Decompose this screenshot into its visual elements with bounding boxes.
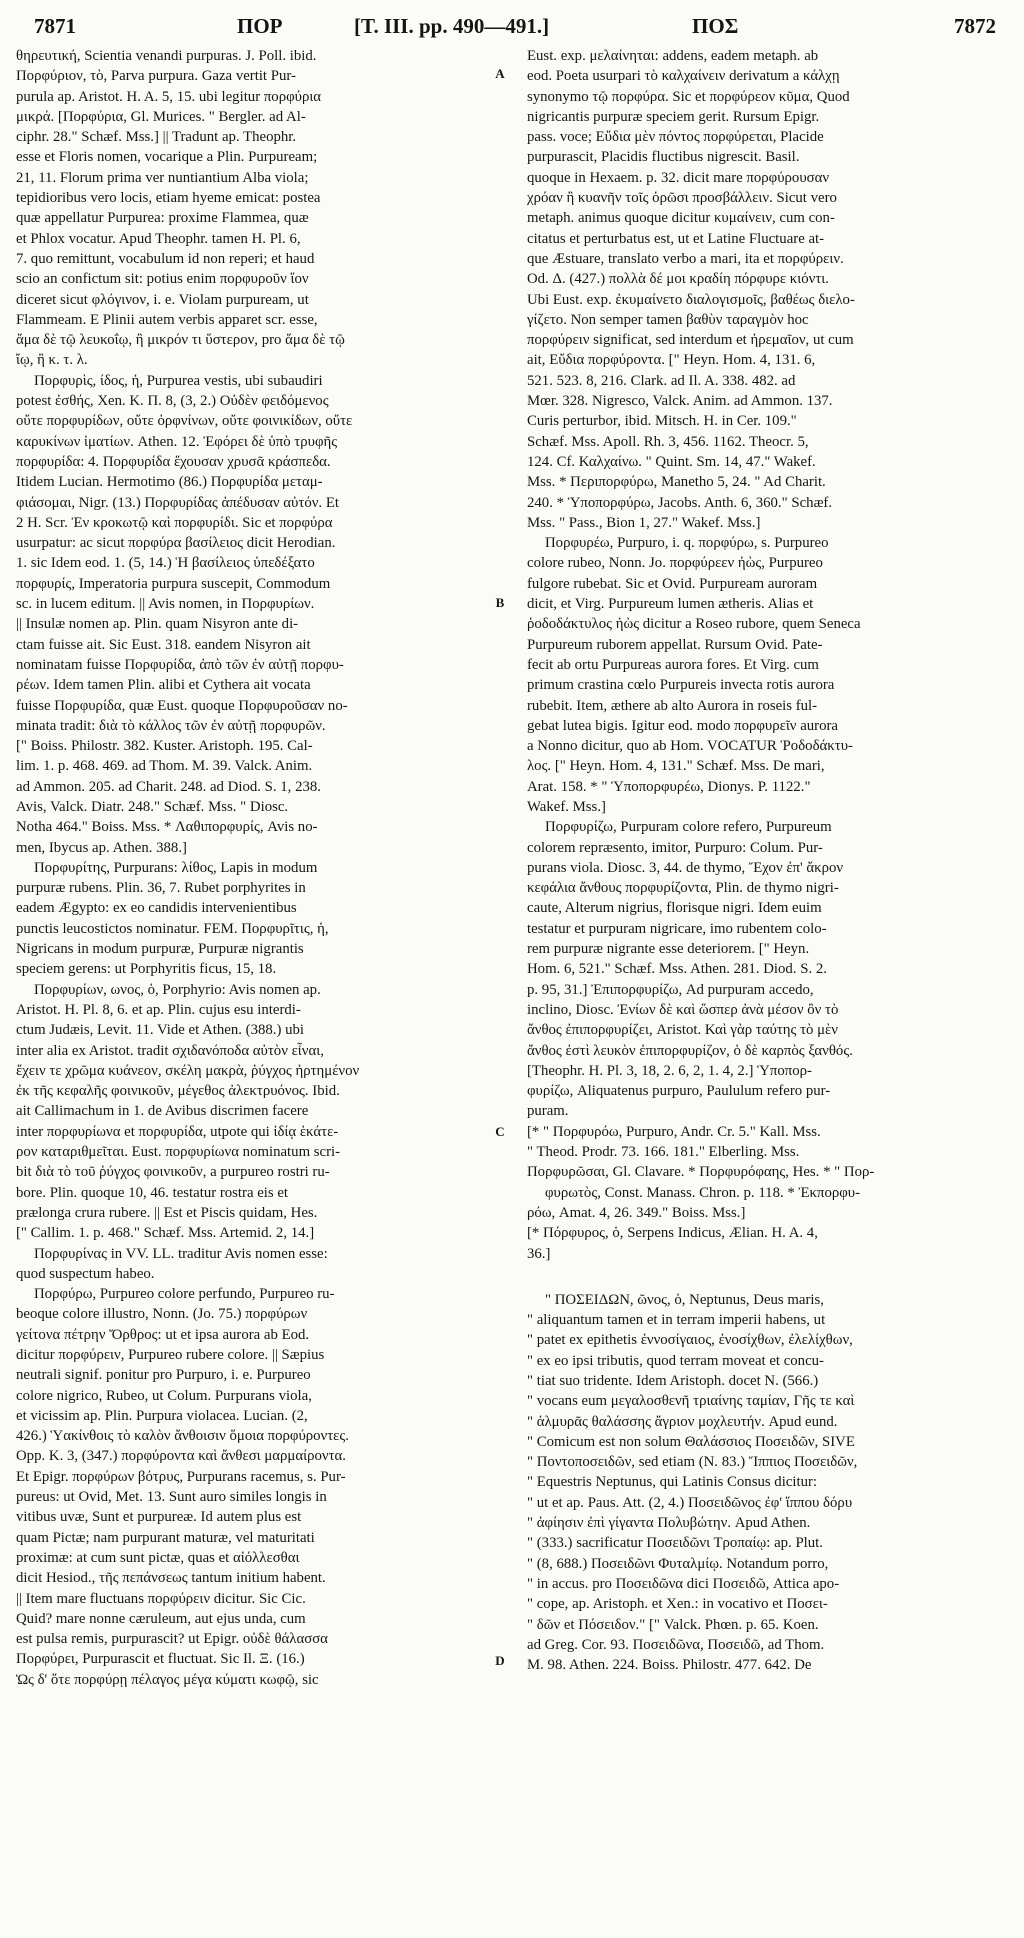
text-line: Πορφύριον, τὸ, Parva purpura. Gaza vertit Pur- bbox=[16, 68, 296, 85]
text-line: usurpatur: ac sicut πορφύρα βασίλειος dicit Herodian. bbox=[16, 535, 336, 552]
entry-start-line: Πορφυρίων, ωνος, ὁ, Porphyrio: Avis nomen ap. bbox=[34, 981, 321, 998]
text-line: ait Callimachum in 1. de Avibus discrimen facere bbox=[16, 1103, 309, 1120]
right-running-headword: ΠΟΣ bbox=[692, 14, 739, 38]
text-line: ad Ammon. 205. ad Charit. 248. ad Diod. S. 1, 238. bbox=[16, 778, 321, 795]
text-line: θηρευτική, Scientia venandi purpuras. J. Poll. ibid. bbox=[16, 48, 317, 64]
text-line: φιάσομαι, Nigr. (13.) Πορφυρίδας ἀπέδυσαν αὐτόν. Et bbox=[16, 494, 339, 511]
text-line: ρον καταριθμεῖται. Eust. πορφυρίωνα nominatum scri- bbox=[16, 1144, 341, 1161]
text-line: " Equestris Neptunus, qui Latinis Consus dicitur: bbox=[527, 1474, 818, 1491]
text-line: Flammeam. E Plinii autem verbis apparet scr. esse, bbox=[16, 311, 318, 328]
text-line: Schæf. Mss. Apoll. Rh. 3, 456. 1162. Theocr. 5, bbox=[527, 433, 809, 450]
text-line: primum crastina cœlo Purpureis invecta rotis aurora bbox=[527, 677, 835, 694]
text-line: Πορφυρῶσαι, Gl. Clavare. * Πορφυρόφαης, Hes. * " Πορ- bbox=[527, 1164, 875, 1181]
text-line: quod suspectum habeo. bbox=[16, 1265, 155, 1282]
text-line: colore rubeo, Nonn. Jo. πορφύρεεν ἠὼς, Purpureo bbox=[527, 555, 823, 572]
text-line: ἄνθος ἐπιπορφυρίζει, Aristot. Καὶ γὰρ ταύτης τὸ μὲν bbox=[527, 1022, 838, 1039]
text-line: proximæ: at cum sunt pictæ, quas et αἰόλλεσθαι bbox=[16, 1549, 300, 1566]
text-line: Avis, Valck. Diatr. 248." Schæf. Mss. " Diosc. bbox=[16, 798, 289, 815]
text-line: prælonga crura rubere. || Est et Piscis quidam, Hes. bbox=[16, 1204, 318, 1221]
text-line: " cope, ap. Aristoph. et Xen.: in vocativo et Ποσει- bbox=[527, 1596, 828, 1613]
text-line: inter alia ex Aristot. tradit σχιδανόποδα αὐτὸν εἶναι, bbox=[16, 1042, 324, 1059]
text-line: eadem Ægypto: ex eo candidis intervenientibus bbox=[16, 900, 297, 917]
text-line: diceret sicut φλόγινον, i. e. Violam purpuream, ut bbox=[16, 291, 309, 308]
text-line: 7. quo remittunt, vocabulum id non reperi; et haud bbox=[16, 250, 315, 267]
text-line: Hom. 6, 521." Schæf. Mss. Athen. 281. Diod. S. 2. bbox=[527, 961, 827, 978]
left-page-number: 7871 bbox=[34, 14, 76, 38]
text-line: scio an confictum sit: potius enim πορφυροῦν ἴον bbox=[16, 271, 309, 288]
text-line: μικρά. [Πορφύρια, Gl. Murices. " Bergler. ad Al- bbox=[16, 108, 306, 125]
text-line: est pulsa remis, purpurascit? ut Epigr. οὐδὲ θάλασσα bbox=[16, 1631, 328, 1648]
text-line: Ubi Eust. exp. ἐκυμαίνετο διαλογισμοῖς, βαθέως διελο- bbox=[527, 291, 855, 308]
text-line: nigricantis purpuræ speciem gerit. Rursum Epigr. bbox=[527, 108, 820, 125]
text-line: Itidem Lucian. Hermotimo (86.) Πορφυρίδα μεταμ- bbox=[16, 474, 323, 491]
text-line: inter πορφυρίωνα et πορφυρίδα, utpote qui ἰδίᾳ ἑκάτε- bbox=[16, 1123, 339, 1140]
text-line: fuisse Πορφυρίδα, quæ Eust. quoque Πορφυροῦσαν no- bbox=[16, 697, 348, 714]
text-line: Mœr. 328. Nigresco, Valck. Anim. ad Ammon. 137. bbox=[527, 393, 833, 410]
text-line: πορφυρίδα: 4. Πορφυρίδα ἔχουσαν χρυσᾶ κράσπεδα. bbox=[16, 453, 331, 470]
text-line: Nigricans in modum purpuræ, Purpuræ nigrantis bbox=[16, 941, 304, 958]
text-line: ἴῳ, ἢ κ. τ. λ. bbox=[16, 352, 88, 369]
text-line: bore. Plin. quoque 10, 46. testatur rostra eis et bbox=[16, 1184, 289, 1201]
text-line: " Ποντοποσειδῶν, sed etiam (N. 83.) Ἵππιος Ποσειδῶν, bbox=[527, 1454, 858, 1471]
text-line: ρόω, Amat. 4, 26. 349." Boiss. Mss.] bbox=[527, 1204, 746, 1221]
text-line: 426.) Ὑακίνθοις τὸ καλὸν ἄνθοισιν ὅμοια πορφύροντες. bbox=[16, 1428, 349, 1445]
text-line: fulgore rubebat. Sic et Ovid. Purpuream auroram bbox=[527, 575, 818, 592]
text-line: inclino, Diosc. Ἐνίων δὲ καὶ ὥσπερ ἀνὰ μέσον ὂν τὸ bbox=[527, 1001, 839, 1018]
text-line: 1. sic Idem eod. 1. (5, 14.) Ἡ βασίλειος ὑπεδέξατο bbox=[16, 555, 315, 572]
text-line: rubebit. Item, æthere ab alto Aurora in roseis ful- bbox=[527, 697, 818, 714]
text-line: ρέων. Idem tamen Plin. alibi et Cythera ait vocata bbox=[16, 677, 311, 694]
text-line: rem purpuræ nigrante esse deteriorem. [" Heyn. bbox=[527, 941, 810, 958]
text-line: " (8, 688.) Ποσειδῶνι Φυταλμίῳ. Notandum porro, bbox=[527, 1555, 829, 1572]
text-line: beoque colore illustro, Nonn. (Jo. 75.) πορφύρων bbox=[16, 1306, 308, 1323]
text-line: p. 95, 31.] Ἐπιπορφυρίζω, Ad purpuram accedo, bbox=[527, 981, 814, 998]
text-line: γίζετο. Non semper tamen βαθὺν ταραγμὸν hoc bbox=[527, 311, 809, 328]
text-line: 521. 523. 8, 216. Clark. ad Il. A. 338. 482. ad bbox=[527, 372, 796, 389]
text-line: " vocans eum μεγαλοσθενῆ τριαίνης ταμίαν, Γῆς τε καὶ bbox=[527, 1393, 855, 1410]
text-line: minata tradit: διὰ τὸ κάλλος τῶν ἐν αὐτῇ πορφυρῶν. bbox=[16, 717, 326, 734]
text-line: 2 H. Scr. Ἐν κροκωτῷ καὶ πορφυρίδι. Sic et πορφύρα bbox=[16, 514, 333, 531]
text-line: dicit Hesiod., τῆς πεπάνσεως tantum initium habent. bbox=[16, 1570, 326, 1587]
text-line: " Theod. Prodr. 73. 166. 181." Elberling. Mss. bbox=[527, 1144, 800, 1161]
text-line: " patet ex epithetis ἐννοσίγαιος, ἐνοσίχθων, ἐλελίχθων, bbox=[527, 1332, 853, 1349]
text-line: purpurascit, Placidis fluctibus nigrescit. Basil. bbox=[527, 149, 800, 166]
text-line: Πορφύρει, Purpurascit et fluctuat. Sic Il. Ξ. (16.) bbox=[16, 1651, 305, 1668]
text-line: ἄνθος ἐστὶ λευκὸν ἐπιπορφυρίζον, ὁ δὲ καρπὸς ξανθός. bbox=[527, 1042, 853, 1059]
text-line: Quid? mare nonne cæruleum, aut ejus unda, cum bbox=[16, 1610, 306, 1627]
text-line: [" Boiss. Philostr. 382. Kuster. Aristoph. 195. Cal- bbox=[16, 738, 313, 755]
text-line: vitibus uvæ, Sunt et purpureæ. Id autem plus est bbox=[16, 1509, 302, 1526]
text-line: quæ appellatur Purpurea: proxime Flammea, quæ bbox=[16, 210, 309, 227]
text-line: dicit, et Virg. Purpureum lumen ætheris. Alias et bbox=[527, 596, 814, 613]
text-line: ctum Judæis, Levit. 11. Vide et Athen. (388.) ubi bbox=[16, 1022, 305, 1039]
text-line: " ex eo ipsi tributis, quod terram moveat et concu- bbox=[527, 1352, 824, 1369]
text-line: speciem gerens: ut Porphyritis ficus, 15, 18. bbox=[16, 961, 277, 978]
text-line: 21, 11. Florum prima ver nuntiantium Alba viola; bbox=[16, 169, 309, 186]
text-line: Wakef. Mss.] bbox=[527, 798, 606, 815]
entry-start-line: Πορφύρω, Purpureo colore perfundo, Purpureo ru- bbox=[34, 1286, 335, 1303]
text-line: " (333.) sacrificatur Ποσειδῶνι Τροπαίῳ: ap. Plut. bbox=[527, 1535, 823, 1552]
left-column bbox=[16, 46, 482, 1690]
text-line: et Phlox vocatur. Apud Theophr. tamen H. Pl. 6, bbox=[16, 230, 301, 247]
text-line: que Æstuare, translato verbo a mari, ita et πορφύρειν. bbox=[527, 250, 844, 267]
text-line: gebat lutea bigis. Igitur eod. modo πορφυρεῖν aurora bbox=[527, 717, 838, 734]
entry-start-line: Πορφυρὶς, ίδος, ἡ, Purpurea vestis, ubi subaudiri bbox=[34, 372, 323, 389]
text-line: fecit ab ortu Purpureas aurora fores. Et Virg. cum bbox=[527, 656, 819, 673]
text-line: 124. Cf. Καλχαίνω. " Quint. Sm. 14, 47." Wakef. bbox=[527, 453, 816, 470]
text-line: Aristot. H. Pl. 8, 6. et ap. Plin. cujus esu interdi- bbox=[16, 1001, 301, 1018]
text-line: 240. * Ὑποπορφύρω, Jacobs. Anth. 6, 360." Schæf. bbox=[527, 494, 833, 511]
entry-start-line: " ΠΟΣΕΙΔΩΝ, ῶνος, ὁ, Neptunus, Deus maris, bbox=[545, 1291, 824, 1308]
text-line: M. 98. Athen. 224. Boiss. Philostr. 477. 642. De bbox=[527, 1657, 812, 1674]
section-marker-d: D bbox=[495, 1653, 505, 1668]
text-line: purpuræ rubens. Plin. 36, 7. Rubet porphyrites in bbox=[16, 880, 306, 897]
text-line: nominatam fuisse Πορφυρίδα, ἀπὸ τῶν ἐν αὐτῇ πορφυ- bbox=[16, 656, 344, 673]
text-line: synonymo τῷ πορφύρα. Sic et πορφύρεον κῦμα, Quod bbox=[527, 88, 850, 105]
entry-spacer bbox=[527, 1264, 993, 1290]
text-line: Arat. 158. * " Ὑποπορφυρέω, Dionys. P. 1122." bbox=[527, 778, 811, 795]
text-line: " Comicum est non solum Θαλάσσιος Ποσειδῶν, SIVE bbox=[527, 1433, 855, 1450]
text-line: men, Ibycus ap. Athen. 388.] bbox=[16, 839, 187, 856]
text-line: punctis leucostictos nominatur. FEM. Πορφυρῖτις, ἡ, bbox=[16, 920, 329, 937]
entry-start-line: φυρωτὸς, Const. Manass. Chron. p. 118. * Ἐκπορφυ- bbox=[545, 1184, 861, 1201]
text-line: φυρίζω, Aliquatenus purpuro, Paululum refero pur- bbox=[527, 1083, 831, 1100]
text-line: " ut et ap. Paus. Att. (2, 4.) Ποσειδῶνος ἐφ' ἵππου δόρυ bbox=[527, 1494, 853, 1511]
text-line: bit διὰ τὸ τοῦ ῥύγχος φοινικοῦν, a purpureo rostri ru- bbox=[16, 1164, 330, 1181]
text-line: Curis perturbor, ibid. Mitsch. H. in Cer. 109." bbox=[527, 413, 797, 430]
text-line: et vicissim ap. Plin. Purpura violacea. Lucian. (2, bbox=[16, 1407, 308, 1424]
text-line: a Nonno dicitur, quo ab Hom. VOCATUR Ῥοδοδάκτυ- bbox=[527, 738, 853, 755]
text-line: λος. [" Heyn. Hom. 4, 131." Schæf. Mss. De mari, bbox=[527, 758, 825, 775]
text-line: quam Pictæ; nam purpurant maturæ, vel maturitati bbox=[16, 1529, 315, 1546]
text-line: " δῶν et Πόσειδον." [" Valck. Phœn. p. 65. Koen. bbox=[527, 1616, 819, 1633]
text-line: colore nigrico, Rubeo, ut Colum. Purpurans viola, bbox=[16, 1387, 312, 1404]
text-line: ait, Εὔδια πορφύροντα. [" Heyn. Hom. 4, 131. 6, bbox=[527, 352, 816, 369]
text-line: " tiat suo tridente. Idem Aristoph. docet N. (566.) bbox=[527, 1373, 819, 1389]
text-line: [* Πόρφυρος, ὁ, Serpens Indicus, Ælian. H. A. 4, bbox=[527, 1225, 818, 1242]
section-marker-c: C bbox=[495, 1124, 505, 1139]
text-line: Ὡς δ' ὅτε πορφύρῃ πέλαγος μέγα κύματι κωφῷ, sic bbox=[16, 1671, 319, 1688]
text-line: πορφυρίς, Imperatoria purpura suscepit, Commodum bbox=[16, 575, 331, 592]
text-line: esse et Floris nomen, vocarique a Plin. Purpuream; bbox=[16, 149, 318, 166]
volume-reference: [T. III. pp. 490—491.] bbox=[354, 14, 550, 38]
text-line: puram. bbox=[527, 1103, 569, 1120]
text-line: quoque in Hexaem. p. 32. dicit mare πορφύρουσαν bbox=[527, 169, 830, 186]
text-line: pass. voce; Εὔδια μὲν πόντος πορφύρεται, Placide bbox=[527, 129, 824, 146]
text-line: ctam fuisse ait. Sic Eust. 318. eandem Nisyron ait bbox=[16, 636, 311, 653]
text-line: citatus et perturbatus est, ut et Latine Fluctuare at- bbox=[527, 230, 825, 247]
text-line: κεφάλια ἄνθους πορφυρίζοντα, Plin. de thymo nigri- bbox=[527, 880, 839, 897]
text-line: 36.] bbox=[527, 1245, 551, 1262]
text-line: Opp. K. 3, (347.) πορφύροντα καὶ ἄνθεσι μαρμαίροντα. bbox=[16, 1448, 346, 1465]
right-page-number: 7872 bbox=[954, 14, 996, 38]
text-line: " aliquantum tamen et in terram imperii habens, ut bbox=[527, 1312, 826, 1329]
text-line: neutrali signif. ponitur pro Purpuro, i. e. Purpureo bbox=[16, 1367, 311, 1384]
text-line: Mss. " Pass., Bion 1, 27." Wakef. Mss.] bbox=[527, 514, 761, 531]
text-line: purula ap. Aristot. H. A. 5, 15. ubi legitur πορφύρια bbox=[16, 88, 322, 105]
text-line: χρόαν ἢ κυανῆν τοῖς ὁρῶσι προσβάλλειν. Sicut vero bbox=[527, 190, 837, 207]
text-line: Notha 464." Boiss. Mss. * Λαθιπορφυρίς, Avis no- bbox=[16, 819, 318, 836]
text-line: purans viola. Diosc. 3, 44. de thymo, Ἔχον ἐπ' ἄκρον bbox=[527, 859, 844, 876]
text-line: " ἀφίησιν ἐπὶ γίγαντα Πολυβώτην. Apud Athen. bbox=[527, 1515, 811, 1532]
text-line: ἐκ τῆς κεφαλῆς φοινικοῦν, μέγεθος ἀλεκτρυόνος. Ibid. bbox=[16, 1083, 340, 1100]
text-line: [* " Πορφυρόω, Purpuro, Andr. Cr. 5." Kall. Mss. bbox=[527, 1123, 821, 1140]
text-line: testatur et purpuram nigricare, imo rubentem colo- bbox=[527, 920, 827, 937]
text-line: οὔτε πορφυρίδων, οὔτε ὀρφνίνων, οὔτε φοινικίδων, οὔτε bbox=[16, 413, 353, 430]
entry-start-line: Πορφυρίτης, Purpurans: λίθος, Lapis in modum bbox=[34, 859, 318, 876]
text-line: καρυκίνων ἱματίων. Athen. 12. Ἐφόρει δὲ ὑπὸ τρυφῆς bbox=[16, 433, 338, 450]
text-line: caute, Alterum nigrius, florisque nigri. Idem euim bbox=[527, 900, 822, 917]
right-column bbox=[527, 46, 993, 1675]
text-line: metaph. animus quoque dicitur κυμαίνειν, cum con- bbox=[527, 210, 835, 227]
text-line: || Item mare fluctuans πορφύρειν dicitur. Sic Cic. bbox=[16, 1590, 306, 1607]
text-line: || Insulæ nomen ap. Plin. quam Nisyron ante di- bbox=[16, 616, 299, 633]
text-line: ἔχειν τε χρῶμα κυάνεον, σκέλη μακρὰ, ῥύγχος ἠρτημένον bbox=[16, 1062, 360, 1079]
entry-start-line: Πορφυρίζω, Purpuram colore refero, Purpureum bbox=[545, 819, 832, 836]
text-line: ἅμα δὲ τῷ λευκοΐῳ, ἢ μικρόν τι ὕστερον, pro ἅμα δὲ τῷ bbox=[16, 332, 345, 349]
entry-start-line: Πορφυρίνας in VV. LL. traditur Avis nomen esse: bbox=[34, 1245, 328, 1262]
text-line: pureus: ut Ovid, Met. 13. Sunt auro similes longis in bbox=[16, 1489, 327, 1506]
text-line: [" Callim. 1. p. 468." Schæf. Mss. Artemid. 2, 14.] bbox=[16, 1225, 315, 1242]
left-running-headword: ΠΟΡ bbox=[237, 14, 283, 38]
text-line: " ἁλμυρᾶς θαλάσσης ἄγριον μοχλευτήν. Apud eund. bbox=[527, 1413, 838, 1430]
text-line: [Theophr. H. Pl. 3, 18, 2. 6, 2, 1. 4, 2.] Ὑποπορ- bbox=[527, 1062, 812, 1079]
text-line: Eust. exp. μελαίνηται: addens, eadem metaph. ab bbox=[527, 48, 819, 64]
text-line: lim. 1. p. 468. 469. ad Thom. M. 39. Valck. Anim. bbox=[16, 758, 313, 775]
text-line: γείτονα πέτρην Ὄρθρος: ut et ipsa aurora ab Eod. bbox=[16, 1326, 310, 1343]
text-line: dicitur πορφύρειν, Purpureo rubere colore. || Sæpius bbox=[16, 1347, 325, 1363]
section-marker-b: B bbox=[495, 595, 505, 610]
entry-start-line: Πορφυρέω, Purpuro, i. q. πορφύρω, s. Purpureo bbox=[545, 535, 829, 552]
text-line: πορφύρειν significat, sed interdum et ἠρεμαῖον, ut cum bbox=[527, 332, 854, 349]
text-line: sc. in lucem editum. || Avis nomen, in Πορφυρίων. bbox=[16, 596, 315, 613]
text-line: " in accus. pro Ποσειδῶνα dici Ποσειδῶ, Attica apo- bbox=[527, 1575, 840, 1592]
text-line: ad Greg. Cor. 93. Ποσειδῶνα, Ποσειδῶ, ad Thom. bbox=[527, 1636, 825, 1653]
text-line: Et Epigr. πορφύρων βότρυς, Purpurans racemus, s. Pur- bbox=[16, 1468, 346, 1485]
text-line: Od. Δ. (427.) πολλὰ δέ μοι κραδίη πόρφυρε κιόντι. bbox=[527, 271, 829, 288]
text-line: potest ἐσθής, Xen. K. Π. 8, (3, 2.) Οὐδὲν φειδόμενος bbox=[16, 393, 329, 410]
text-line: colorem repræsento, imitor, Purpuro: Colum. Pur- bbox=[527, 839, 823, 856]
text-line: eod. Poeta usurpari τὸ καλχαίνειν derivatum a κάλχῃ bbox=[527, 68, 840, 85]
text-line: Purpureum ruborem appellat. Rursum Ovid. Pate- bbox=[527, 636, 823, 653]
text-line: ῥοδοδάκτυλος ἠὼς dicitur a Roseo rubore, quem Seneca bbox=[527, 616, 861, 633]
section-marker-a: A bbox=[495, 66, 505, 81]
text-line: ciphr. 28." Schæf. Mss.] || Tradunt ap. Theophr. bbox=[16, 129, 297, 146]
text-line: Mss. * Περιπορφύρω, Manetho 5, 24. " Ad Charit. bbox=[527, 474, 826, 491]
page-header bbox=[34, 14, 1010, 38]
text-line: tepidioribus vero locis, etiam hyeme emicat: postea bbox=[16, 190, 321, 207]
